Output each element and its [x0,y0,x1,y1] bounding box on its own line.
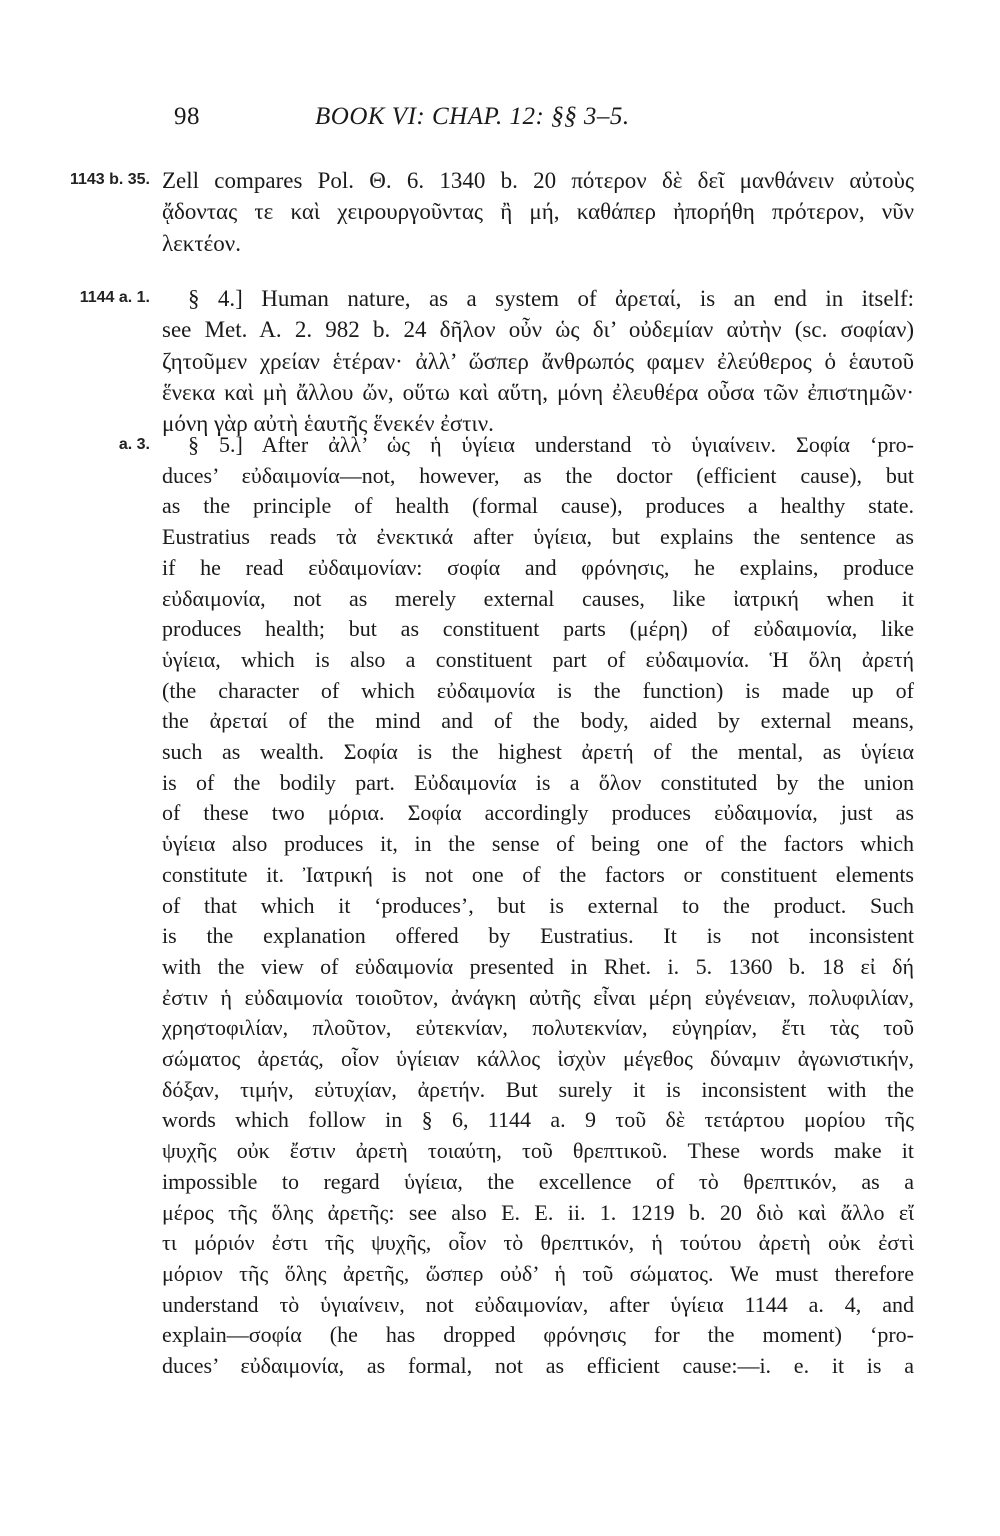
text-line: (the character of which εὐδαιμονία is the function) is made up of [162,677,914,703]
text-line: understand τὸ ὑγιαίνειν, not εὐδαιμονίαν, after ὑγίεια 1144 a. 4, and [162,1291,914,1317]
note-text [162,283,914,439]
text-line: duces’ εὐδαιμονία—not, however, as the doctor (efficient cause), but [162,462,914,488]
text-line: § 5.] After ἀλλ’ ὡς ἡ ὑγίεια understand τὸ ὑγιαίνειν. Σοφία ‘pro- [188,432,914,457]
text-line: ψυχῆς οὐκ ἔστιν ἀρετὴ τοιαύτη, τοῦ θρεπτικοῦ. These words make it [162,1138,914,1164]
text-line: ᾄδοντας τε καὶ χειρουργοῦντας ἢ μή, καθάπερ ἠπορήθη πρότερον, νῦν [162,199,914,225]
margin-reference: 1143 b. 35. [69,171,150,188]
text-line: Zell compares Pol. Θ. 6. 1340 b. 20 πότερον δὲ δεῖ μανθάνειν αὐτοὺς [162,168,914,193]
text-line: εὐδαιμονία, not as merely external causes, like ἰατρική when it [162,585,914,611]
text-line: produces health; but as constituent parts (μέρη) of εὐδαιμονία, like [162,616,914,642]
margin-reference: 1144 a. 1. [79,289,150,306]
text-line: such as wealth. Σοφία is the highest ἀρετή of the mental, as ὑγίεια [162,739,914,765]
text-line: μόνη γὰρ αὐτὴ ἑαυτῆς ἕνεκέν ἐστιν. [162,411,494,437]
text-line: μέρος τῆς ὅλης ἀρετῆς: see also E. E. ii. 1. 1219 b. 20 διὸ καὶ ἄλλο εἴ [162,1199,914,1225]
text-line: of these two μόρια. Σοφία accordingly produces εὐδαιμονία, just as [162,800,914,826]
text-line: σώματος ἀρετάς, οἷον ὑγίειαν κάλλος ἰσχὺν μέγεθος δύναμιν ἀγωνιστικήν, [162,1046,914,1072]
text-line: of that which it ‘produces’, but is external to the product. Such [162,892,914,918]
text-line: is the explanation offered by Eustratius. It is not inconsistent [162,923,914,949]
text-line: ζητοῦμεν χρείαν ἑτέραν· ἀλλ’ ὥσπερ ἄνθρωπός φαμεν ἐλεύθερος ὁ ἑαυτοῦ [162,348,914,374]
margin-reference: a. 3. [118,436,150,453]
text-line: μόριον τῆς ὅλης ἀρετῆς, ὥσπερ οὐδ’ ἡ τοῦ σώματος. We must therefore [162,1260,914,1286]
text-line: as the principle of health (formal cause), produces a healthy state. [162,493,914,519]
text-line: is of the bodily part. Εὐδαιμονία is a ὅλον constituted by the union [162,769,914,795]
text-line: if he read εὐδαιμονίαν: σοφία and φρόνησις, he explains, produce [162,554,914,580]
text-line: duces’ εὐδαιμονία, as formal, not as efficient cause:—i. e. it is a [162,1353,914,1379]
text-line: with the view of εὐδαιμονία presented in Rhet. i. 5. 1360 b. 18 εἰ δή [162,953,914,979]
text-line: constitute it. Ἰατρική is not one of the factors or constituent elements [162,861,914,887]
text-line: Eustratius reads τὰ ἐνεκτικά after ὑγίεια, but explains the sentence as [162,524,914,550]
text-line: explain—σοφία (he has dropped φρόνησις for the moment) ‘pro- [162,1322,914,1348]
running-head [160,103,940,143]
text-line: the ἀρεταί of the mind and of the body, aided by external means, [162,708,914,734]
text-line: λεκτέον. [162,230,241,256]
page-number: 98 [174,103,200,130]
note-text [162,165,914,259]
text-line: ἐστιν ἡ εὐδαιμονία τοιοῦτον, ἀνάγκη αὐτῆς εἶναι μέρη εὐγένειαν, πολυφιλίαν, [162,984,914,1010]
text-line: words which follow in § 6, 1144 a. 9 τοῦ δὲ τετάρτου μορίου τῆς [162,1107,914,1133]
note-text [162,430,914,1382]
text-line: ὑγίεια also produces it, in the sense of being one of the factors which [162,831,914,857]
text-line: ὑγίεια, which is also a constituent part of εὐδαιμονία. Ἡ ὅλη ἀρετή [162,646,914,672]
running-title: BOOK VI: CHAP. 12: §§ 3–5. [315,103,630,130]
text-line: see Met. A. 2. 982 b. 24 δῆλον οὖν ὡς δι’ οὐδεμίαν αὐτὴν (sc. σοφίαν) [162,317,914,343]
text-line: τι μόριόν ἐστι τῆς ψυχῆς, οἷον τὸ θρεπτικόν, ἡ τούτου ἀρετὴ οὐκ ἐστὶ [162,1230,914,1256]
text-line: χρηστοφιλίαν, πλοῦτον, εὐτεκνίαν, πολυτεκνίαν, εὐγηρίαν, ἔτι τὰς τοῦ [162,1015,914,1041]
text-line: § 4.] Human nature, as a system of ἀρεταί, is an end in itself: [188,286,914,311]
text-line: δόξαν, τιμήν, εὐτυχίαν, ἀρετήν. But surely it is inconsistent with the [162,1076,914,1102]
text-line: impossible to regard ὑγίεια, the excellence of τὸ θρεπτικόν, as a [162,1168,914,1194]
text-line: ἕνεκα καὶ μὴ ἄλλου ὤν, οὕτω καὶ αὕτη, μόνη ἐλευθέρα οὖσα τῶν ἐπιστημῶν· [162,379,914,405]
